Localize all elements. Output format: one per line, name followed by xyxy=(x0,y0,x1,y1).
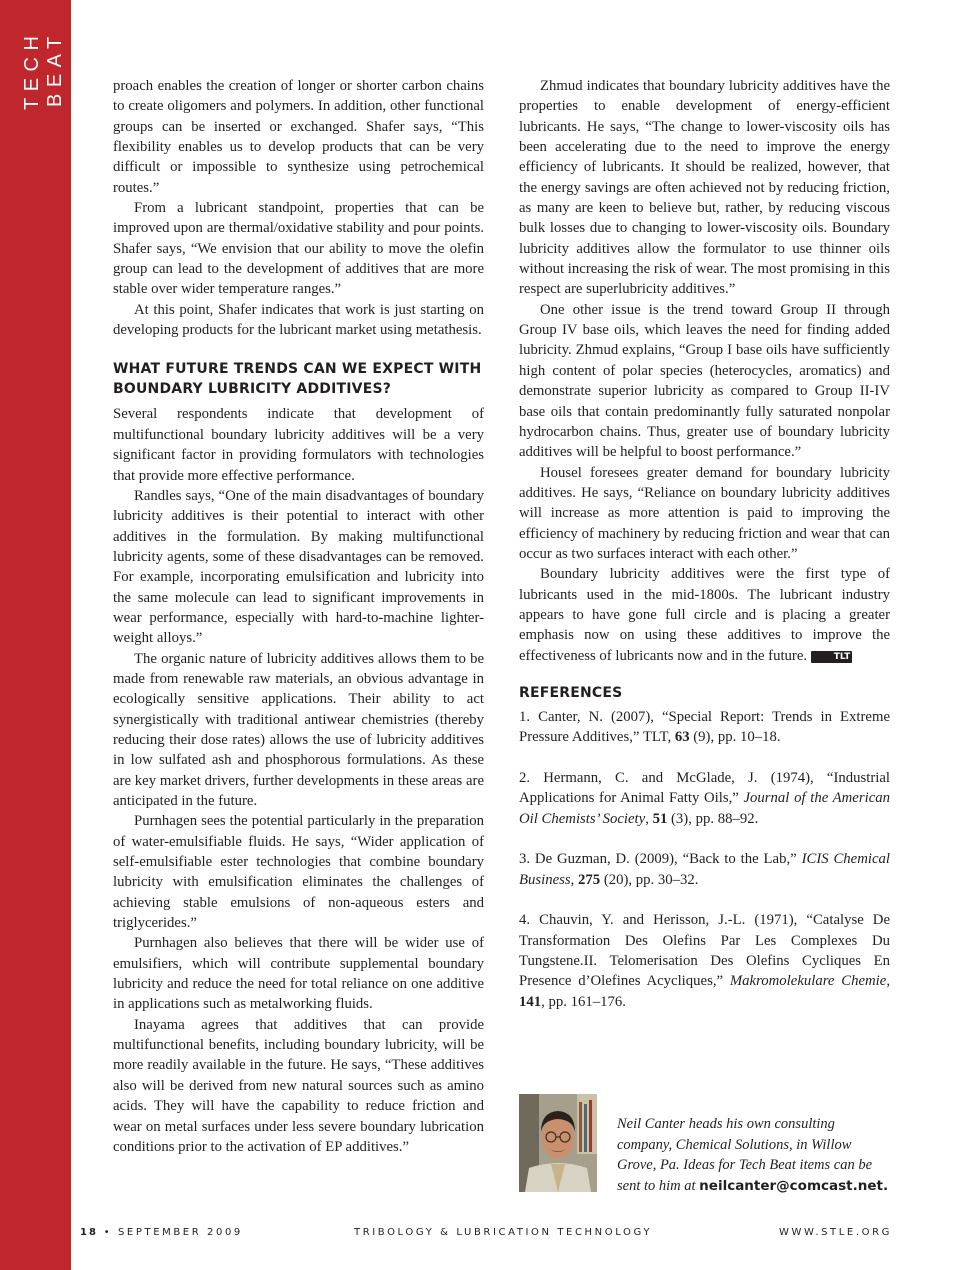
section-label: TECH BEAT xyxy=(21,30,66,111)
reference-text: 2. Hermann, C. and McGlade, J. (1974), “Industrial Applications for Animal Fatty Oils,” xyxy=(519,770,890,807)
reference-volume: 63 xyxy=(674,729,690,746)
author-email-link[interactable]: neilcanter@comcast.net. xyxy=(699,1177,889,1194)
reference-journal: Makromolekulare Chemie xyxy=(729,973,887,990)
reference-item xyxy=(519,707,890,748)
reference-pages: (20), pp. 30–32. xyxy=(600,871,699,888)
reference-text: 1. Canter, N. (2007), “Special Report: Trends in Extreme Pressure Additives,” TLT, xyxy=(519,708,890,746)
reference-pages: , pp. 161–176. xyxy=(541,993,626,1010)
page-footer xyxy=(0,1227,960,1243)
paragraph: Housel foresees greater demand for boundary lubricity additives. He says, “Reliance on boundary lubricity additives will increase as more attention is paid to improving the efficiency of machinery by reducing friction and wear that can occur as two surfaces interact with each other.” xyxy=(519,464,890,562)
reference-volume: 51 xyxy=(652,810,668,827)
reference-item xyxy=(519,849,890,890)
section-heading: WHAT FUTURE TRENDS CAN WE EXPECT WITH BOUNDARY LUBRICITY ADDITIVES? xyxy=(113,361,482,398)
reference-item xyxy=(519,910,890,1012)
paragraph: From a lubricant standpoint, properties that can be improved upon are thermal/oxidative stability and pour points. Shafer says, “We envision that our ability to move the olefin group can lead to the development of additives that are more stable over wider temperature ranges.” xyxy=(113,200,484,298)
left-column xyxy=(113,76,484,1157)
references-heading: REFERENCES xyxy=(519,684,623,701)
paragraph: Purnhagen sees the potential particularly in the preparation of water-emulsifiable fluids. He says, “Wider application of self-emulsifiable ester technologies that combine boundary lubricity with emulsification eliminates the challenges of achieving stable emulsions of non-aqueous esters and triglycerides.” xyxy=(113,813,484,932)
paragraph: Zhmud indicates that boundary lubricity additives have the properties to enable development of energy-efficient lubricants. He says, “The change to lower-viscosity oils has been accelerating due to the need to improve the energy efficiency of lubricants. It should be realized, however, that the energy savings are often achieved not by reducing friction, as many are keen to believe but, rather, by reducing viscous bulk losses due to changing to lower-viscosity oils. Boundary lubricity additives allow the formulator to use thinner oils without increasing the risk of wear. The most promising in this respect are superlubricity additives.” xyxy=(519,78,890,298)
reference-journal: ICIS Chemical Business xyxy=(519,851,890,888)
paragraph: Randles says, “One of the main disadvantages of boundary lubricity additives is their potential to interact with other additives in the formulation. By making multifunctional lubricity agents, some of these disadvantages can be removed. For example, incorporating emulsification and lubricity into the same molecule can lead to significant improvements in wear performance, especially with hard-to-machine lighter-weight alloys.” xyxy=(113,487,484,647)
paragraph-text: Boundary lubricity additives were the first type of lubricants used in the mid-1800s. The lubricant industry appears to have gone full circle and is placing a greater emphasis now on using these additives to improve the effectiveness of lubricants now and in the future. xyxy=(519,566,890,664)
reference-item xyxy=(519,768,890,829)
reference-journal: Journal of the American Oil Chemists’ Society xyxy=(519,790,890,827)
reference-text: 3. De Guzman, D. (2009), “Back to the Lab,” xyxy=(519,851,802,868)
paragraph: proach enables the creation of longer or shorter carbon chains to create oligomers and polymers. In addition, other functional groups can be inserted or exchanged. Shafer says, “This flexibility enables us to develop products that can be very difficult or impossible to synthesize using petrochemical routes.” xyxy=(113,78,484,196)
footer-folio xyxy=(80,1227,243,1238)
reference-text: 4. Chauvin, Y. and Herisson, J.-L. (1971), “Catalyse De Transformation Des Olefins Par Les Complexes Du Tungstene.II. Telomerisation Des Olefins Cycliques En Presence d’Olefines Acycliques,” xyxy=(519,912,890,990)
website-url[interactable]: WWW.STLE.ORG xyxy=(779,1227,892,1238)
paragraph: Purnhagen also believes that there will be wider use of emulsifiers, which will contribute supplemental boundary lubricity and reduce the need for total reliance on one additive in applications such as metalworking fluids. xyxy=(113,935,484,1013)
reference-volume: 141 xyxy=(519,993,542,1010)
footer-separator: • xyxy=(103,1227,113,1238)
reference-separator: , xyxy=(886,973,891,990)
author-portrait-illustration xyxy=(519,1094,597,1192)
right-column xyxy=(519,76,890,1032)
author-bio-text: Neil Canter heads his own consulting company, Chemical Solutions, in Willow Grove, Pa. Ideas for Tech Beat items can be sent to him at xyxy=(617,1116,873,1194)
section-sidebar xyxy=(0,0,71,1270)
author-photo xyxy=(519,1094,597,1192)
issue-date: SEPTEMBER 2009 xyxy=(117,1227,243,1238)
author-bio xyxy=(617,1114,890,1196)
paragraph: One other issue is the trend toward Group II through Group IV base oils, which leaves the need for finding added lubricity. Zhmud explains, “Group I base oils have sufficiently high content of polar species (heterocycles, aromatics) and demonstrate superior lubricity as compared to Group II-IV base oils that contain predominantly fully saturated nonpolar hydrocarbon chains. Thus, greater use of boundary lubricity additives will be helpful to boost performance.” xyxy=(519,301,890,461)
reference-volume: 275 xyxy=(578,871,601,888)
paragraph xyxy=(519,564,890,666)
page-number: 18 xyxy=(80,1227,98,1238)
publication-name: TRIBOLOGY & LUBRICATION TECHNOLOGY xyxy=(354,1227,653,1238)
reference-pages: (9), pp. 10–18. xyxy=(689,729,781,746)
references-list xyxy=(519,707,890,1012)
reference-pages: (3), pp. 88–92. xyxy=(667,810,759,827)
reference-separator: , xyxy=(570,871,578,888)
reference-separator: , xyxy=(645,810,653,827)
paragraph: The organic nature of lubricity additives allows them to be made from renewable raw materials, an obvious advantage in ecologically sensitive applications. Their ability to act synergistically with traditional antiwear chemistries (thereby reducing their dose rates) allows the use of lubricity additives in low sulfated ash and phosphorous formulations. As these are key market drivers, further developments in these areas are anticipated in the future. xyxy=(113,650,484,809)
end-mark-badge: TLT xyxy=(811,651,853,663)
paragraph: At this point, Shafer indicates that work is just starting on developing products for the lubricant market using metathesis. xyxy=(113,301,484,339)
paragraph: Several respondents indicate that development of multifunctional boundary lubricity additives will be a very significant factor in providing formulators with technologies that provide more effective performance. xyxy=(113,406,484,484)
paragraph: Inayama agrees that additives that can provide multifunctional benefits, including boundary lubricity, will be more readily available in the future. He says, “These additives also will be derived from new natural sources such as amino acids. They will have the capability to reduce friction and wear on metal surfaces under less severe boundary lubrication conditions prior to the activation of EP additives.” xyxy=(113,1016,484,1155)
